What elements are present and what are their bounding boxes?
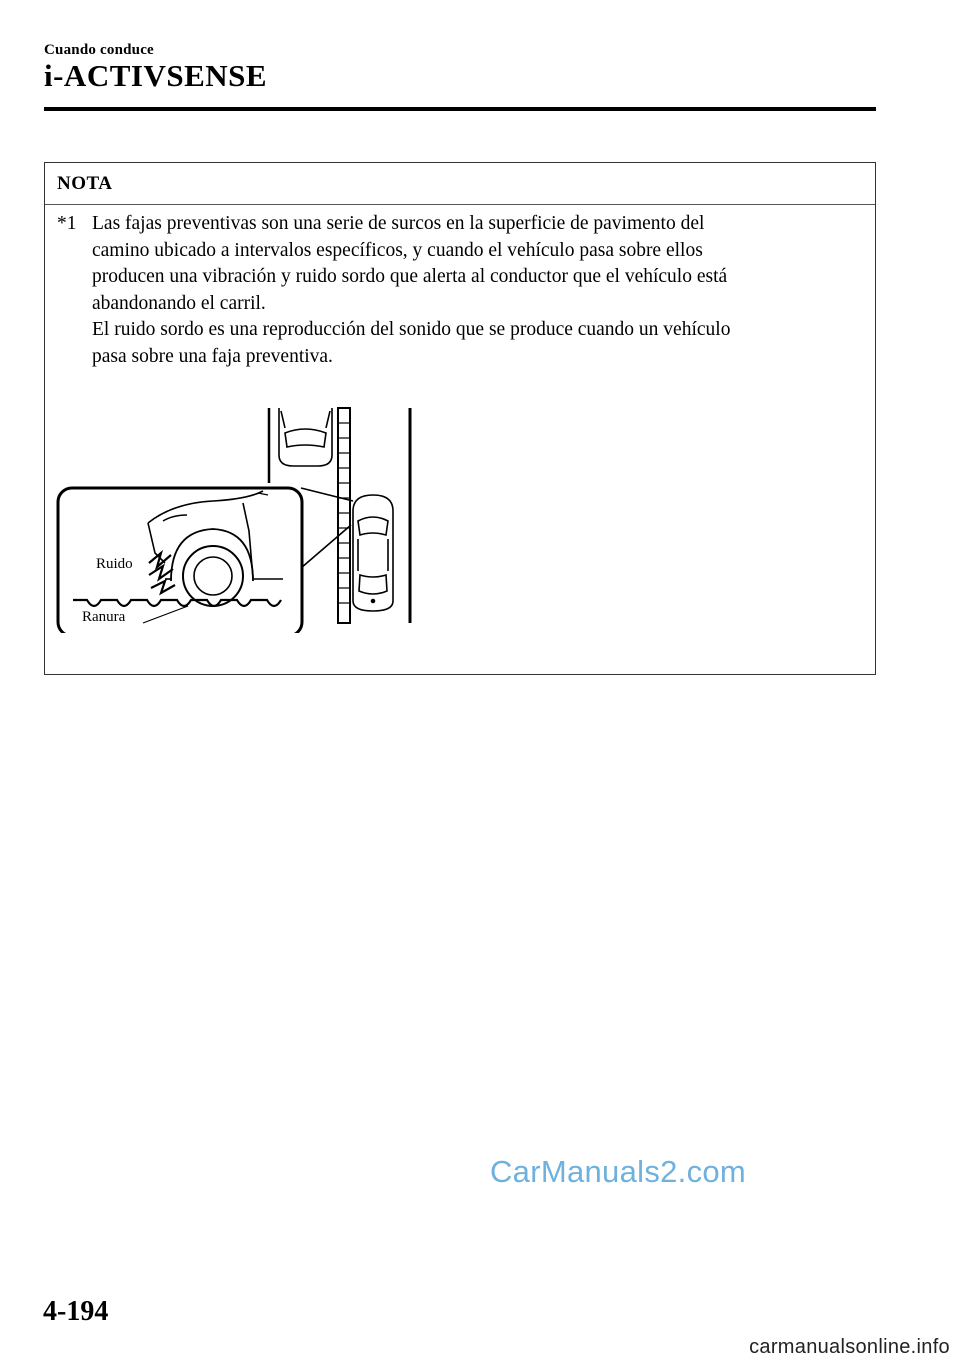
watermark-footer-link[interactable]: carmanualsonline.info bbox=[749, 1336, 950, 1358]
footnote-marker: *1 bbox=[57, 213, 77, 234]
footnote-line: El ruido sordo es una reproducción del sonido que se produce cuando un vehículo bbox=[92, 319, 731, 340]
footnote-line: Las fajas preventivas son una serie de surcos en la superficie de pavimento del bbox=[92, 213, 705, 234]
note-body bbox=[57, 211, 847, 370]
footnote-line: producen una vibración y ruido sordo que alerta al conductor que el vehículo está bbox=[92, 266, 728, 287]
note-heading: NOTA bbox=[57, 173, 113, 194]
header-rule bbox=[44, 107, 876, 111]
note-divider bbox=[45, 204, 875, 205]
rumble-strip-illustration bbox=[53, 403, 433, 633]
footnote-line: pasa sobre una faja preventiva. bbox=[92, 345, 333, 367]
chapter-title: i-ACTIVSENSE bbox=[44, 58, 268, 93]
label-groove: Ranura bbox=[82, 609, 126, 625]
label-noise: Ruido bbox=[96, 556, 133, 572]
footnote-text bbox=[92, 211, 847, 370]
page-number: 4-194 bbox=[43, 1296, 109, 1327]
note-box bbox=[44, 162, 876, 675]
section-label: Cuando conduce bbox=[44, 42, 154, 58]
footnote-line: camino ubicado a intervalos específicos, y cuando el vehículo pasa sobre ellos bbox=[92, 239, 703, 261]
watermark-link[interactable]: CarManuals2.com bbox=[490, 1154, 747, 1189]
car-icon bbox=[353, 495, 393, 611]
car-icon bbox=[279, 408, 332, 466]
footnote-line: abandonando el carril. bbox=[92, 292, 266, 314]
